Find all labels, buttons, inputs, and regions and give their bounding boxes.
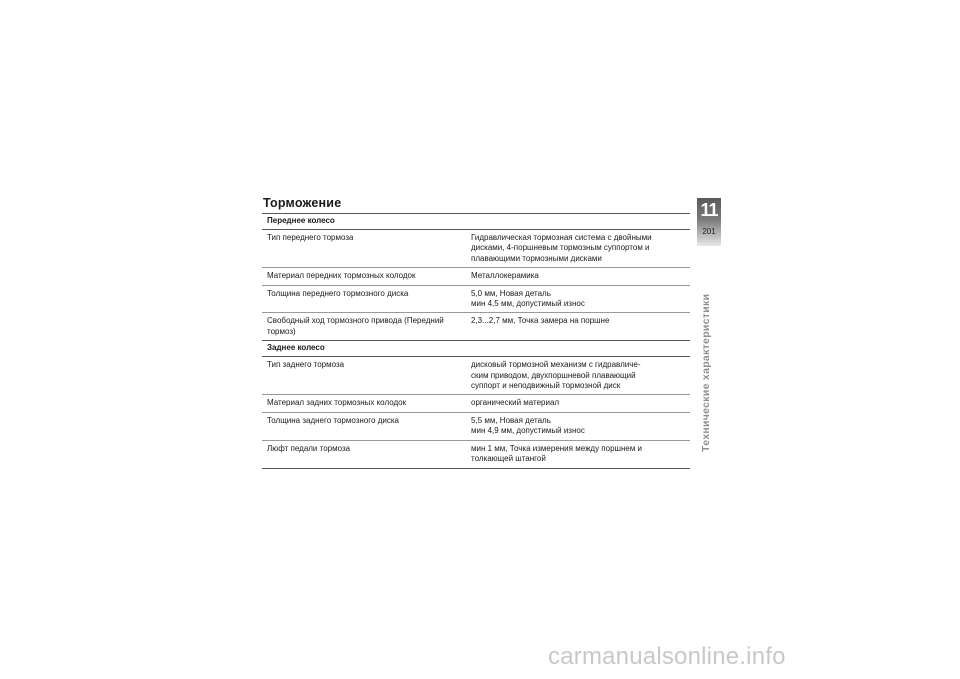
spec-value-line: 5,5 мм, Новая деталь bbox=[471, 415, 551, 425]
front-wheel-header: Переднее колесо bbox=[262, 214, 690, 230]
table-row bbox=[262, 313, 690, 341]
spec-value-line: 5,0 мм, Новая деталь bbox=[471, 288, 551, 298]
spec-value-line: суппорт и неподвижный тормозной диск bbox=[471, 381, 621, 391]
spec-value-line: дисковый тормозной механизм с гидравличе- bbox=[471, 360, 641, 370]
spec-label: Толщина заднего тормозного диска bbox=[267, 415, 399, 425]
section-title: Торможение bbox=[263, 196, 342, 210]
spec-label: Свободный ход тормозного привода (Передний тормоз) bbox=[267, 316, 444, 336]
spec-value-line: мин 4,9 мм, допустимый износ bbox=[471, 426, 585, 436]
table-row bbox=[262, 268, 690, 285]
spec-label: Люфт педали тормоза bbox=[267, 443, 351, 453]
spec-value bbox=[467, 357, 690, 394]
spec-label: Тип заднего тормоза bbox=[267, 360, 345, 370]
spec-label: Толщина переднего тормозного диска bbox=[267, 288, 409, 298]
specs-table bbox=[262, 213, 690, 469]
spec-value-line: мин 4,5 мм, допустимый износ bbox=[471, 299, 585, 309]
spec-value-line: дисками, 4-поршневым тормозным суппортом и bbox=[471, 243, 650, 253]
spec-value bbox=[467, 286, 690, 313]
spec-value-line: мин 1 мм, Точка измерения между поршнем и bbox=[471, 443, 643, 453]
table-row bbox=[262, 230, 690, 268]
spec-label: Материал задних тормозных колодок bbox=[267, 398, 407, 408]
page-number: 201 bbox=[702, 227, 716, 236]
spec-value-line: Металлокерамика bbox=[471, 271, 539, 281]
spec-label: Материал передних тормозных колодок bbox=[267, 271, 416, 281]
spec-value bbox=[467, 230, 690, 267]
spec-value bbox=[467, 441, 690, 468]
chapter-number: 11 bbox=[700, 200, 718, 220]
spec-value-line: плавающими тормозными дисками bbox=[471, 253, 602, 263]
spec-value-line: Гидравлическая тормозная система с двойными bbox=[471, 233, 652, 242]
spec-value-line: толкающей штангой bbox=[471, 454, 546, 464]
spec-value bbox=[467, 413, 690, 440]
watermark: carmanualsonline.info bbox=[548, 643, 786, 670]
table-row bbox=[262, 413, 690, 441]
chapter-title-vertical: Технические характеристики bbox=[700, 293, 712, 452]
spec-label: Тип переднего тормоза bbox=[267, 233, 354, 242]
table-row bbox=[262, 286, 690, 314]
spec-value bbox=[467, 313, 690, 340]
chapter-badge bbox=[697, 198, 721, 246]
spec-value-line: ским приводом, двухпоршневой плавающий bbox=[471, 370, 636, 380]
table-row bbox=[262, 395, 690, 412]
spec-value-line: органический материал bbox=[471, 398, 560, 408]
rear-wheel-header: Заднее колесо bbox=[262, 341, 690, 357]
table-row bbox=[262, 441, 690, 469]
spec-value bbox=[467, 268, 690, 284]
table-row bbox=[262, 357, 690, 395]
spec-value bbox=[467, 395, 690, 411]
spec-value-line: 2,3...2,7 мм, Точка замера на поршне bbox=[471, 316, 610, 326]
